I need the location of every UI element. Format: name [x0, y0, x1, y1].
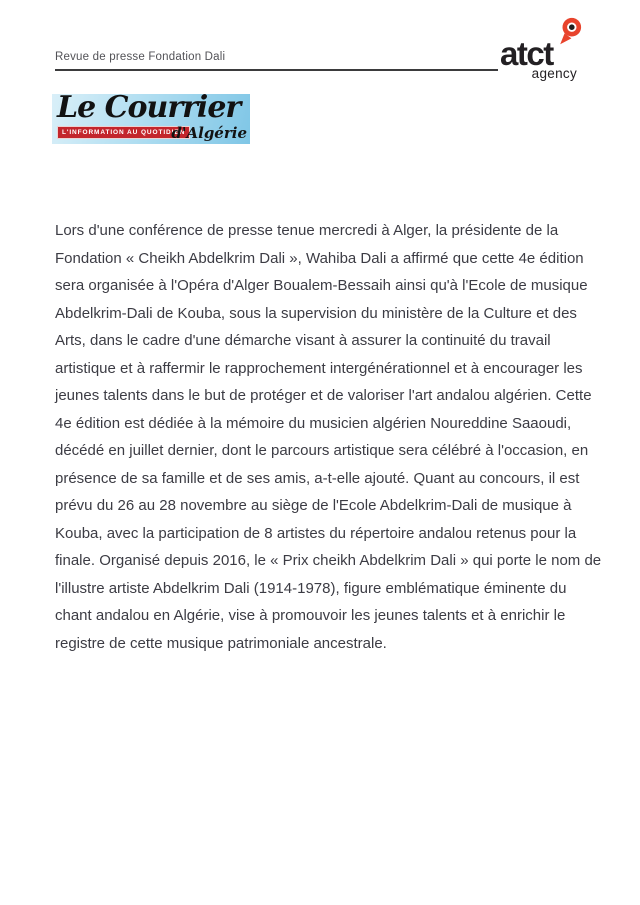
agency-logo-subtitle: agency — [531, 66, 577, 81]
atct-agency-logo — [500, 17, 580, 81]
location-pin-icon — [558, 17, 583, 46]
header-label: Revue de presse Fondation Dali — [55, 51, 226, 63]
header-rule — [55, 69, 498, 71]
newspaper-edition: d'Algérie — [171, 124, 247, 142]
article-body-text: Lors d'une conférence de presse tenue mercredi à Alger, la présidente de la Fondation « Cheikh Abdelkrim Dali », Wahiba Dali a affirmé que cette 4e édition sera organisée à l'Opéra d'Alger Boualem-Bessaih ainsi qu'à l'Ecole de musique Abdelkrim-Dali de Kouba, sous la supervision du ministère de la Culture et des Arts, dans le cadre d'une démarche visant à assurer la continuité du travail artistique et à raffermir le rapprochement intergénérationnel et à encourager les jeunes talents dans le but de protéger et de valoriser l'art andalou algérien. Cette 4e édition est dédiée à la mémoire du musicien algérien Noureddine Saaoudi, décédé en juillet dernier, dont le parcours artistique sera célébré à l'occasion, en présence de sa famille et de ses amis, a-t-elle ajouté. Quant au concours, il est prévu du 26 au 28 novembre au siège de l'Ecole Abdelkrim-Dali de musique à Kouba, avec la participation de 8 artistes du répertoire andalou retenus pour la finale. Organisé depuis 2016, le « Prix cheikh Abdelkrim Dali » qui porte le nom de l'illustre artiste Abdelkrim Dali (1914-1978), figure emblématique éminente du chant andalou en Algérie, vise à promouvoir les jeunes talents et à enrichir le registre de cette musique patrimoniale ancestrale. — [55, 222, 602, 652]
newspaper-tagline-banner: L'INFORMATION AU QUOTIDIEN — [57, 126, 190, 139]
newspaper-title: Le Courrier — [57, 94, 241, 125]
newspaper-logo — [52, 94, 250, 144]
agency-logo-title: atct — [500, 35, 553, 72]
